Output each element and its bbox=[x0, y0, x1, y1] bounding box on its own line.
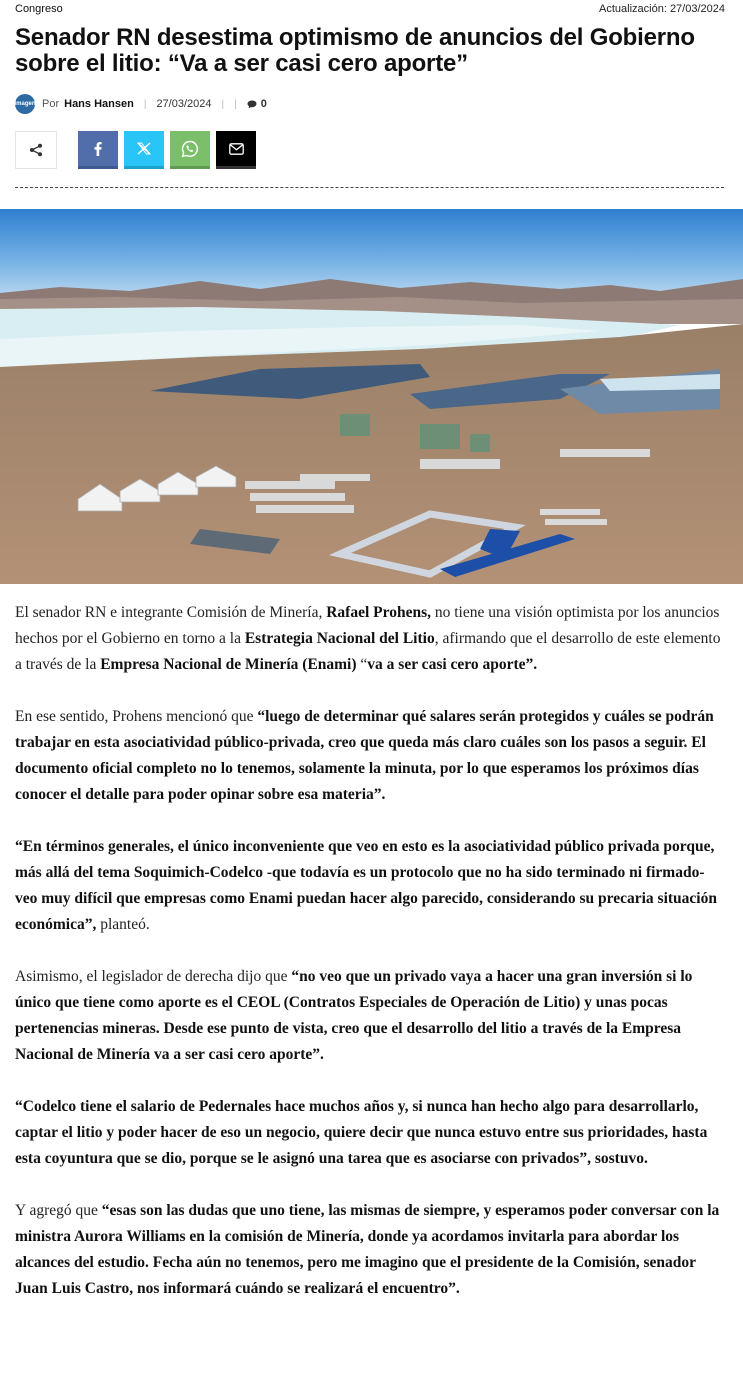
author-avatar[interactable]: Imagen bbox=[15, 94, 35, 114]
x-icon bbox=[137, 142, 151, 155]
article-paragraph bbox=[15, 834, 727, 938]
author-meta bbox=[15, 94, 267, 114]
author-link[interactable]: Hans Hansen bbox=[64, 98, 134, 110]
paragraph-text: planteó. bbox=[96, 916, 150, 933]
share-icon bbox=[29, 143, 43, 157]
paragraph-text: Asimismo, el legislador de derecha dijo que bbox=[15, 968, 292, 985]
facebook-share-button[interactable] bbox=[78, 131, 118, 169]
bold-text: va a ser casi cero aporte”. bbox=[367, 656, 538, 673]
header-divider bbox=[15, 187, 724, 188]
paragraph-text: En ese sentido, Prohens mencionó que bbox=[15, 708, 258, 725]
comment-icon bbox=[247, 100, 257, 109]
email-share-button[interactable] bbox=[216, 131, 256, 169]
paragraph-text: no tiene una visión optimista por los anuncios hechos por el Gobierno en torno a la bbox=[15, 604, 720, 647]
share-bar bbox=[15, 131, 262, 169]
bold-text: “En términos generales, el único inconveniente que veo en esto es la asociatividad público privada porque, más allá del tema Soquimich-Codelco -que todavía es un protocolo que no ha sido terminado ni firmado- veo muy difícil que empresas como Enami puedan hacer algo parecido, considerando su precaria situación económica”, bbox=[15, 838, 717, 933]
bold-text: “no veo que un privado vaya a hacer una gran inversión si lo único que tiene como aporte es el CEOL (Contratos Especiales de Operación de Litio) y unas pocas pertenencias mineras. Desde ese punto de vista, creo que el desarrollo del litio a través de la Empresa Nacional de Minería va a ser casi cero aporte”. bbox=[15, 968, 693, 1063]
article-paragraph bbox=[15, 600, 727, 678]
bold-text: Estrategia Nacional del Litio bbox=[244, 630, 435, 647]
category-link[interactable]: Congreso bbox=[15, 3, 63, 15]
article-paragraph bbox=[15, 1198, 727, 1302]
whatsapp-icon bbox=[181, 140, 199, 158]
bold-text: Empresa Nacional de Minería (Enami) bbox=[100, 656, 357, 673]
x-share-button[interactable] bbox=[124, 131, 164, 169]
paragraph-text: El senador RN e integrante Comisión de Minería, bbox=[15, 604, 327, 621]
top-bar bbox=[15, 3, 725, 19]
by-label: Por bbox=[42, 98, 60, 110]
article-paragraph bbox=[15, 964, 727, 1068]
article-body bbox=[15, 600, 727, 1328]
bold-text: “Codelco tiene el salario de Pedernales hace muchos años y, si nunca han hecho algo para desarrollarlo, captar el litio y poder hacer de eso un negocio, quiere decir que nunca estuvo entre sus prioridades, hasta esta coyuntura que se dio, porque se le asignó una tarea que es asociarse con privados”, sostuvo. bbox=[15, 1098, 708, 1167]
comments-link[interactable] bbox=[247, 98, 267, 110]
facebook-icon bbox=[94, 142, 102, 156]
comment-count: 0 bbox=[260, 98, 267, 110]
paragraph-text: Y agregó que bbox=[15, 1202, 102, 1219]
bold-text: “luego de determinar qué salares serán protegidos y cuáles se podrán trabajar en esta asociatividad público-privada, creo que queda más claro cuáles son los pasos a seguir. El documento oficial completo no lo tenemos, solamente la minuta, por lo que esperamos los próximos días conocer el detalle para poder opinar sobre esa materia”. bbox=[15, 708, 714, 803]
bold-text: Rafael Prohens, bbox=[326, 604, 431, 621]
article-paragraph bbox=[15, 1094, 727, 1172]
whatsapp-share-button[interactable] bbox=[170, 131, 210, 169]
bold-text: “esas son las dudas que uno tiene, las mismas de siempre, y esperamos poder conversar con la ministra Aurora Williams en la comisión de Minería, donde ya acordamos invitarla para abordar los alcances del estudio. Fecha aún no tenemos, pero me imagino que el presidente de la Comisión, senador Juan Luis Castro, nos informará cuándo se realizará el encuentro”. bbox=[15, 1202, 720, 1297]
publish-date: 27/03/2024 bbox=[156, 98, 212, 110]
email-icon bbox=[229, 143, 244, 155]
meta-separator: | bbox=[143, 98, 147, 110]
updated-date: Actualización: 27/03/2024 bbox=[599, 3, 725, 15]
meta-separator: | bbox=[221, 98, 225, 110]
paragraph-text: , afirmando que el desarrollo de este elemento a través de la bbox=[15, 630, 721, 673]
paragraph-text: “ bbox=[356, 656, 368, 673]
meta-separator: | bbox=[234, 98, 237, 110]
hero-image bbox=[0, 209, 743, 584]
article-title: Senador RN desestima optimismo de anuncios del Gobierno sobre el litio: “Va a ser casi cero aporte” bbox=[15, 24, 695, 77]
share-button[interactable] bbox=[15, 131, 57, 169]
article-paragraph bbox=[15, 704, 727, 808]
